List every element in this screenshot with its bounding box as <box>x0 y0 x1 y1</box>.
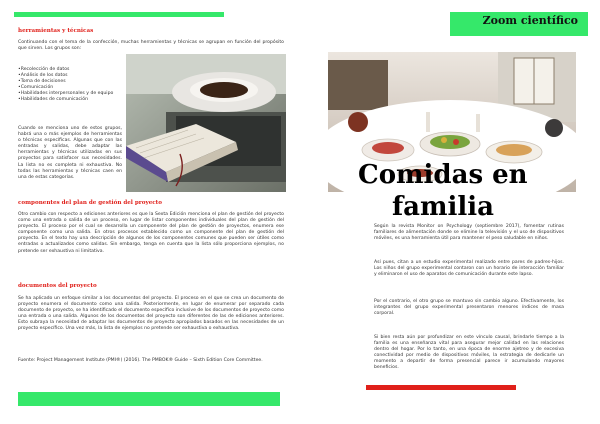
list-item: •Habilidades interpersonales y de equipo <box>18 91 114 97</box>
zoom-title: Zoom científico <box>482 14 578 27</box>
book-coffee-image <box>126 54 286 192</box>
list-item: •Habilidades de comunicación <box>18 97 89 103</box>
article-paragraph-1: Según la revista Monitor on Psychology (septiembre 2017), fomentar rutinas familiares de alimentación donde se elimine la televisión y el uso de dispositivos móviles, es una herramienta útil para mantener el peso saludable en niños. <box>374 224 564 242</box>
headline-line1: Comidas en <box>358 160 528 190</box>
list-item: •Análisis de los datos <box>18 73 68 79</box>
list-item: •Toma de decisiones <box>18 79 66 85</box>
bottom-red-bar <box>366 385 516 390</box>
right-page <box>300 0 600 424</box>
bottom-green-bar <box>18 392 280 406</box>
tools-intro: Continuando con el tema de la confección, muchas herramientas y técnicas se agrupan en función del propósito que sirven. Los grupos son: <box>18 40 284 52</box>
documents-paragraph: Se ha aplicado un enfoque similar a los documentos del proyecto. El proceso en el que se crea un documento de proyecto enumera el documento como una salida. Posteriormente, en lugar de enumerar por separado cada documento de proyecto, se ha identificado el documento específico inclusive de los documentos de proyecto como una entrada o una salida. Algunos de los documentos del proyecto son diferentes de las de ediciones anteriores. Esto subraya la necesidad de adaptar los documentos de proyecto apropiados basados en las necesidades de un proyecto específico. Una vez más, la lista de ejemplos no pretende ser exhaustiva o exhaustiva. <box>18 296 284 332</box>
article-paragraph-4: Si bien resta aún por profundizar en este vínculo causal, brindarle tiempo a la familia es una enseñanza vital para asegurar mejor calidad en las relaciones dentro del hogar. Por lo tanto, en una época de enorme ajetreo y de excesiva conectividad por medio de dispositivos móviles, la estrategia de dedicarle un momento a departir de forma presencial parece ir acumulando mayores beneficios. <box>374 335 564 371</box>
section-title-documents: documentos del proyecto <box>18 283 97 289</box>
source-citation: Fuente: Project Management Institute (PMI®) (2016). The PMBOK® Guide – Sixth Edition Core Committee. <box>18 358 263 363</box>
headline-line2: familia <box>392 192 495 222</box>
list-item: •Recolección de datos <box>18 67 70 72</box>
top-green-bar <box>14 12 224 17</box>
article-paragraph-2: Así pues, citan a un estudio experimental realizado entre pares de padres-hijos. Los niños del grupo experimental contaron con un horario de interacción familiar y eliminaron el uso de aparatos de comunicación durante este lapso. <box>374 260 564 278</box>
plan-paragraph: Otro cambio con respecto a ediciones anteriores es que la Sexta Edición menciona el plan de gestión del proyecto como una entrada o salida de un proceso, en lugar de listar componentes individuales del plan de gestión del proyecto. El proceso por el cual se desarrolla un componente del plan de gestión de proyectos, enumera ese componente como una salida. En otros procesos establecido como un componente del plan de gestión del proyecto. En el texto hay una descripción de algunos de los componentes comunes que pueden ser útiles como entradas o actualizados como salidas. Sin embargo, tenga en cuenta que la lista sólo proporciona ejemplos, no pretende ser exhaustiva ni limitativa. <box>18 212 284 254</box>
article-paragraph-3: Por el contrario, el otro grupo se mantuvo sin cambio alguno. Efectivamente, los integrantes del grupo experimental presentaron menores índices de masa corporal. <box>374 299 564 317</box>
tools-paragraph: Cuando se menciona uno de estos grupos, habrá una o más ejemplos de herramientas o técnicas específicas. Algunas que con las entradas y salidas, debe adaptar las herramientas y técnicas utilizadas en sus proyectos para satisfacer sus necesidades. La lista no es completa ni exhaustiva. No todas las herramientas y técnicas caen en una de estas categorías. <box>18 126 122 180</box>
book-coffee-photo <box>126 54 286 192</box>
section-title-tools: herramientas y técnicas <box>18 28 94 34</box>
section-title-plan: componentes del plan de gestión del proyecto <box>18 200 163 206</box>
list-item: •Comunicación <box>18 85 54 91</box>
